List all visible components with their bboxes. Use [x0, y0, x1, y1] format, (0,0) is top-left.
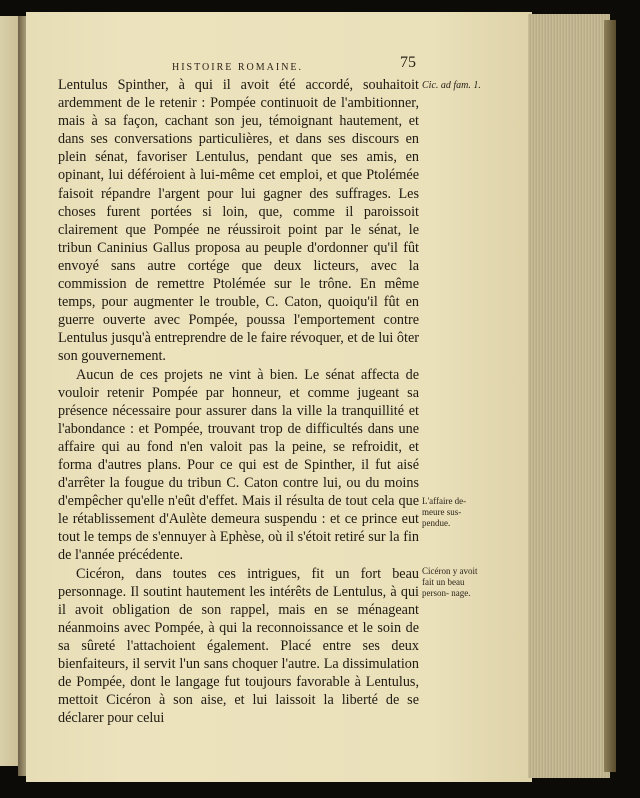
body-text — [58, 76, 419, 727]
paragraph-3: Cicéron, dans toutes ces intrigues, fit un fort beau personnage. Il soutint hautement les intérêts de Lentulus, à qui il avoit obligation de son rappel, mais en se ménageant néanmoins avec Pompée, à qui la reconnoissance et le soin de sa sûreté l'attachoient également. Placé entre ses deux bienfaiteurs, il servit l'un sans choquer l'autre. La dissimulation de Pompée, dont le langage fut toujours favorable à Lentulus, mettoit Cicéron à son aise, et lui laissoit la liberté de se déclarer pour celui — [58, 565, 419, 727]
margin-note-ciceron: Cicéron y avoit fait un beau person- nage. — [422, 566, 478, 598]
margin-note-suspended: L'affaire de- meure sus- pendue. — [422, 496, 467, 528]
book-spine-shadow — [604, 20, 616, 772]
margin-citation: Cic. ad fam. 1. — [422, 80, 481, 91]
page-number: 75 — [400, 54, 416, 71]
page-edges — [528, 14, 610, 778]
running-title: HISTOIRE ROMAINE. — [172, 62, 304, 73]
paragraph-1: Lentulus Spinther, à qui il avoit été accordé, souhaitoit ardemment de le retenir : Pompée continuoit de l'ambitionner, mais à sa façon, cachant son jeu, témoignant hautement, et dans ses conversations particulières, et dans ses discours en plein sénat, favoriser Lentulus, pendant que ses amis, en opinant, lui déféroient à lui-même cet emploi, et que Ptolémée faisoit répandre l'argent pour lui gagner des suffrages. Les choses furent portées si loin, que, comme il paroissoit clairement que Pompée ne réussiroit point par le sénat, le tribun Caninius Gallus proposa au peuple d'ordonner qu'il fût envoyé sans autre cortége que deux licteurs, avec la commission de remettre Ptolémée sur le trône. En même temps, pour augmenter le trouble, C. Caton, quoiqu'il fût en guerre ouverte avec Pompée, poussa l'emportement contre Lentulus jusqu'à entreprendre de le faire révoquer, et de lui ôter son gouvernement. — [58, 77, 419, 365]
paragraph-2: Aucun de ces projets ne vint à bien. Le sénat affecta de vouloir retenir Pompée par honneur, et comme jugeant sa présence nécessaire pour assurer dans la ville la tranquillité et l'abondance : et Pompée, trouvant trop de difficultés dans une affaire qui au fond n'en valoit pas la peine, se refroidit, et forma d'autres plans. Pour ce qui est de Spinther, il fut aisé d'arrêter la fougue du tribun C. Caton contre lui, ou du moins d'empêcher qu'elle n'eût d'effet. Mais il résulta de tout cela que le rétablissement d'Aulète demeura suspendu : et ce prince eut tout le temps de s'ennuyer à Ephèse, où il s'étoit retiré sur la fin de l'année précédente. — [58, 366, 419, 564]
